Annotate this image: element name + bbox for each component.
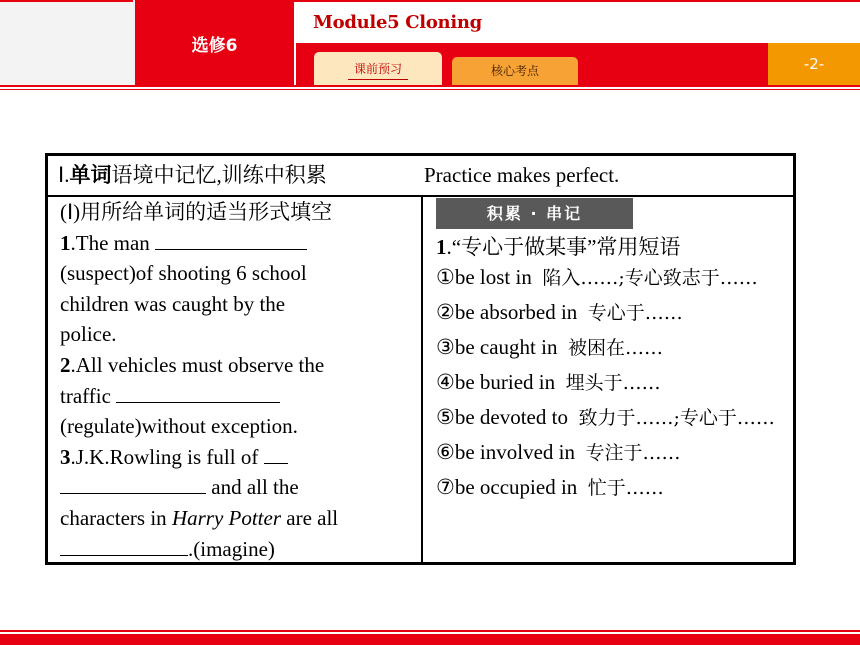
question-2-line-1: 2.All vehicles must observe the bbox=[60, 352, 325, 377]
question-3-line-2: and all the bbox=[60, 472, 416, 503]
answer-blank-3b[interactable] bbox=[60, 473, 206, 494]
question-3-line-3: characters in Harry Potter are all bbox=[60, 505, 339, 530]
table-heading-row bbox=[48, 156, 793, 197]
footer-bar bbox=[0, 634, 860, 645]
answer-blank-2[interactable] bbox=[116, 382, 280, 403]
answer-blank-4[interactable] bbox=[60, 535, 188, 556]
tab-preview[interactable] bbox=[314, 52, 442, 85]
tab-key-points-label: 核心考点 bbox=[490, 64, 539, 78]
notes-heading: 1.“专心于做某事”常用短语 bbox=[436, 235, 681, 259]
question-2-line-2: traffic bbox=[60, 381, 416, 412]
phrase-item: ⑦be occupied in 忙于…… bbox=[436, 475, 664, 499]
header-rule-thin bbox=[0, 89, 860, 90]
exercise-column bbox=[60, 197, 416, 564]
phrase-item: ③be caught in 被困在…… bbox=[436, 335, 663, 359]
question-3-line-1: 3.J.K.Rowling is full of bbox=[60, 442, 416, 473]
accumulate-badge: 积累 · 串记 bbox=[436, 198, 633, 229]
book-label: 选修6 bbox=[135, 2, 294, 85]
tab-preview-label: 课前预习 bbox=[348, 60, 408, 80]
phrase-item: ⑤be devoted to 致力于……;专心于…… bbox=[436, 405, 775, 429]
question-1-line-2: (suspect)of shooting 6 school bbox=[60, 261, 307, 286]
question-1-line-4: police. bbox=[60, 322, 117, 347]
question-2-line-3: (regulate)without exception. bbox=[60, 414, 298, 439]
column-divider bbox=[421, 197, 423, 562]
tab-key-points[interactable] bbox=[452, 57, 578, 85]
table-heading: Ⅰ.单词语境中记忆,训练中积累 bbox=[58, 163, 327, 187]
question-3-line-4: .(imagine) bbox=[60, 534, 416, 565]
module-title: Module5 Cloning bbox=[313, 12, 482, 33]
phrase-item: ⑥be involved in 专注于…… bbox=[436, 440, 681, 464]
question-1-line-1: 1.The man bbox=[60, 228, 416, 259]
answer-blank-1[interactable] bbox=[155, 229, 307, 250]
exercise-subtitle: (Ⅰ)用所给单词的适当形式填空 bbox=[60, 200, 333, 224]
question-1-line-3: children was caught by the bbox=[60, 291, 286, 316]
phrase-item: ①be lost in 陷入……;专心致志于…… bbox=[436, 265, 758, 289]
header-rule bbox=[0, 85, 860, 87]
vocabulary-table bbox=[45, 153, 796, 565]
answer-blank-3a[interactable] bbox=[264, 443, 288, 464]
phrase-item: ④be buried in 埋头于…… bbox=[436, 370, 661, 394]
phrase-item: ②be absorbed in 专心于…… bbox=[436, 300, 683, 324]
table-heading-motto: Practice makes perfect. bbox=[424, 163, 620, 187]
notes-column bbox=[436, 197, 786, 503]
page-number: -2- bbox=[768, 43, 860, 85]
header-logo-area bbox=[0, 2, 133, 85]
footer-rule bbox=[0, 630, 860, 632]
